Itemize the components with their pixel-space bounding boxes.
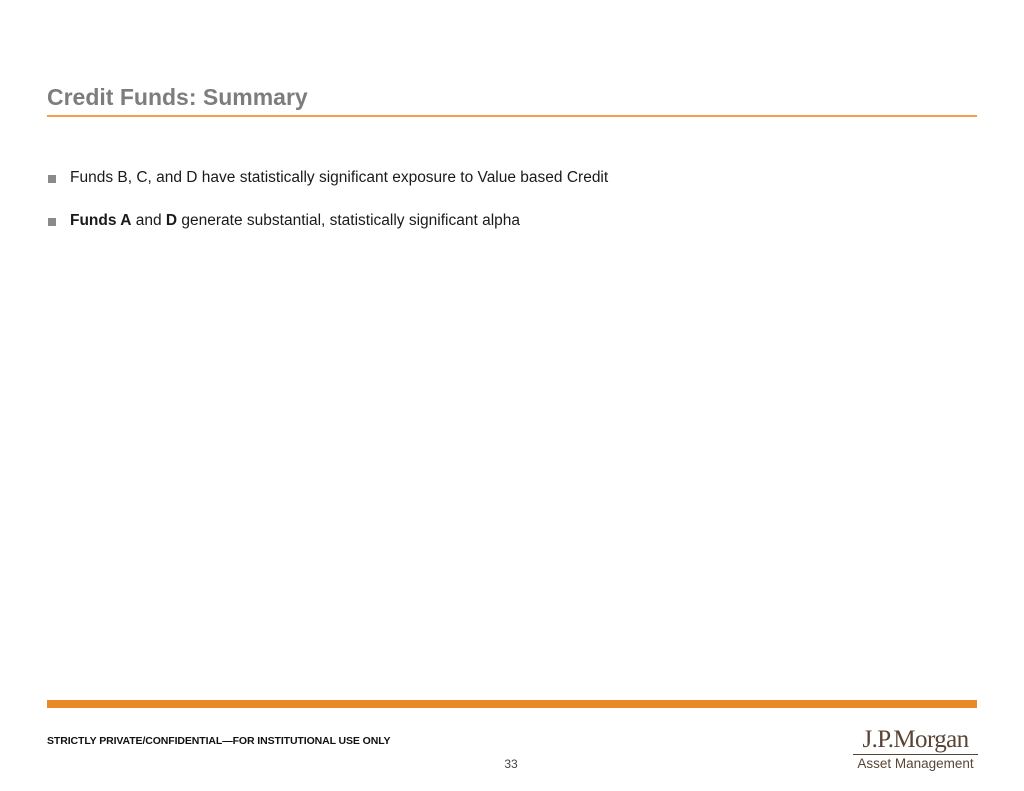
bullet-list [47,167,608,253]
jpmorgan-logo [853,727,978,773]
title-divider [47,115,977,117]
logo-wordmark: J.P.Morgan [862,726,969,753]
logo-divider [853,754,978,755]
square-bullet-icon [48,218,56,226]
bullet-text: Funds B, C, and D have statistically significant exposure to Value based Credit [70,169,609,186]
bullet-text-bold-d: D [165,212,178,229]
bullet-item-1 [47,167,608,189]
bullet-text-bold-funds-a: Funds A [70,212,132,229]
bullet-item-2 [47,210,608,232]
page-number: 33 [504,757,518,771]
footer-accent-bar [47,700,977,708]
logo-subtitle: Asset Management [857,756,974,771]
slide-title: Credit Funds: Summary [47,84,308,110]
bullet-text-rest: generate substantial, statistically significant alpha [177,212,521,229]
confidentiality-notice: STRICTLY PRIVATE/CONFIDENTIAL—FOR INSTITUTIONAL USE ONLY [47,735,391,747]
bullet-text-connector: and [131,212,166,229]
square-bullet-icon [48,175,56,183]
